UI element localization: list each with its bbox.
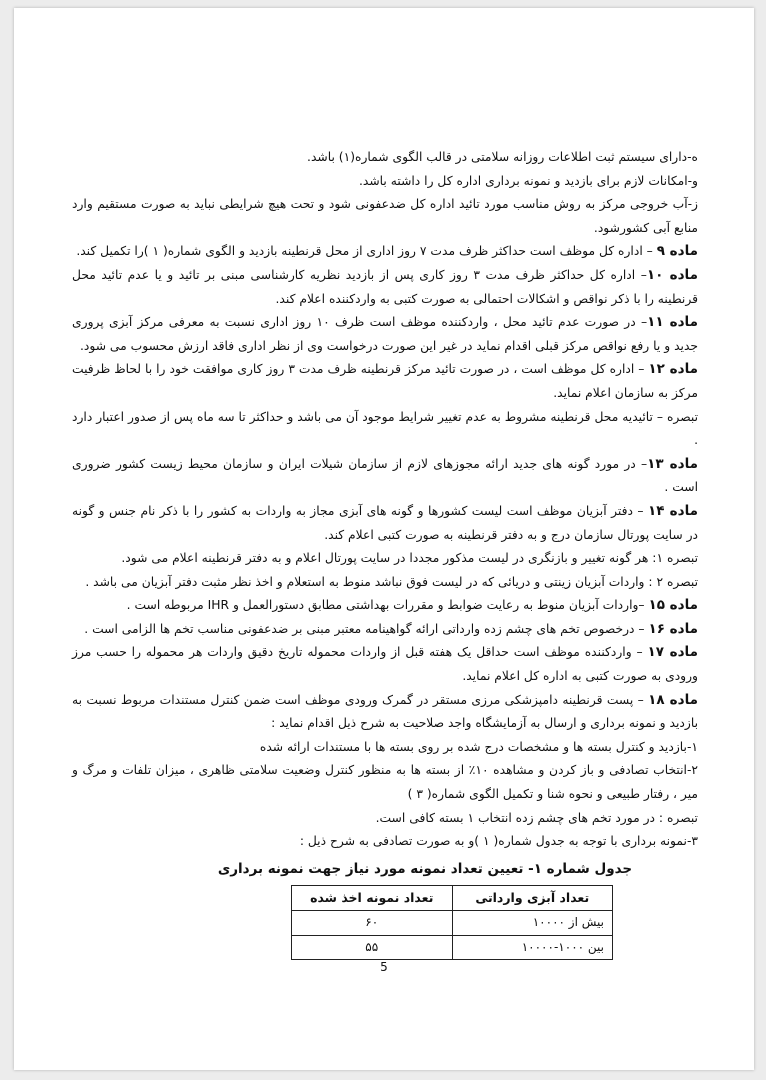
paragraph-text: –واردات آبزیان منوط به رعایت ضوابط و مقررات بهداشتی مطابق دستورالعمل و IHR مربوطه است .: [126, 598, 649, 613]
paragraph-text: ه-دارای سیستم ثبت اطلاعات روزانه سلامتی در قالب الگوی شماره(۱) باشد.: [307, 150, 698, 164]
paragraph: [72, 830, 698, 854]
table-title: جدول شماره ۱- تعیین تعداد نمونه مورد نیاز جهت نمونه برداری: [217, 860, 633, 877]
article-label: ماده ۱۱: [647, 314, 698, 331]
paragraph: [72, 146, 698, 170]
paragraph: [72, 453, 698, 500]
paragraph-list: [72, 146, 698, 854]
document-page: [14, 8, 754, 1070]
paragraph: [72, 547, 698, 571]
paragraph-text: تبصره – تائیدیه محل قرنطینه مشروط به عدم تغییر شرایط موجود آن می باشد و حداکثر تا سه ماه پس از صدور اعتبار دارد .: [72, 409, 698, 448]
paragraph: [72, 193, 698, 240]
paragraph-text: تبصره ۲ : واردات آبزیان زینتی و دریائی که در لیست فوق نباشد منوط به استعلام و اخذ نظر مثبت دفتر آبزیان می باشد .: [85, 574, 698, 589]
paragraph: [72, 594, 698, 618]
article-label: ماده ۱۷: [647, 644, 698, 661]
article-label: ماده ۱۸: [648, 691, 698, 708]
paragraph: [72, 736, 698, 760]
paragraph-text: – در مورد گونه های جدید ارائه مجوزهای لازم از سازمان شیلات ایران و سازمان محیط زیست کشور ضروری است .: [72, 456, 698, 495]
paragraph: [72, 358, 698, 405]
article-label: ماده ۱۰: [646, 266, 698, 283]
table-header-row: [292, 886, 613, 911]
paragraph-text: – درخصوص تخم های چشم زده وارداتی ارائه گواهینامه معتبر مبنی بر ضدعفونی مناسب تخم ها الزامی است .: [84, 621, 649, 636]
table-header-cell: تعداد آبزی وارداتی: [452, 886, 613, 911]
table-cell: بیش از ۱۰۰۰۰: [452, 911, 613, 936]
paragraph-text: تبصره ۱: هر گونه تغییر و بازنگری در لیست مذکور مجددا در سایت پورتال اعلام و به دفتر قرنطینه اعلام می شود.: [121, 551, 698, 566]
paragraph-text: – دفتر آبزیان موظف است لیست کشورها و گونه های آبزی مجاز به واردات به کشور را با ذکر نام جنس و گونه در سایت پورتال سازمان درج و به دفتر قرنطینه به صورت کتبی اعلام کند.: [72, 503, 698, 542]
paragraph-text: – اداره کل موظف است حداکثر ظرف مدت ۷ روز اداری از محل قرنطینه بازدید و الگوی شماره( ۱ )را تکمیل کند.: [76, 244, 657, 259]
paragraph-text: – اداره کل حداکثر ظرف مدت ۳ روز کاری پس از بازدید نظریه کارشناسی مبنی بر تائید و یا عدم تائید محل قرنطینه را با ذکر نواقص و اشکالات احتمالی به صورت کتبی به واردکننده اعلام کند.: [72, 267, 698, 306]
paragraph-text: – پست قرنطینه دامپزشکی مرزی مستقر در گمرک ورودی موظف است ضمن کنترل مستندات مربوط نسبت به بازدید و نمونه برداری و ارسال به آزمایشگاه واجد صلاحیت به شرح ذیل اقدام نماید :: [72, 692, 698, 731]
paragraph-text: – در صورت عدم تائید محل ، واردکننده موظف است ظرف ۱۰ روز اداری نسبت به معرفی مرکز آبزی پروری جدید و یا رفع نواقص مرکز قبلی اقدام نماید در غیر این صورت درخواست وی از نظر اداری فاقد ارزش محسوب می شود.: [72, 315, 698, 353]
paragraph: [72, 170, 698, 194]
article-label: ماده ۱۶: [648, 620, 698, 637]
article-label: ماده ۱۲: [648, 361, 698, 378]
paragraph: [72, 618, 698, 642]
table-row: [292, 911, 613, 936]
table-cell: بین ۱۰۰۰-۱۰۰۰۰: [452, 935, 613, 960]
paragraph-text: – اداره کل موظف است ، در صورت تائید مرکز قرنطینه ظرف مدت ۳ روز کاری موافقت خود را با لحاظ ظرفیت مرکز به سازمان اعلام نماید.: [72, 362, 698, 400]
paragraph-text: ۳-نمونه برداری با توجه به جدول شماره( ۱ )و به صورت تصادفی به شرح ذیل :: [299, 834, 698, 849]
article-label: ماده ۱۵: [648, 597, 698, 614]
paragraph: [72, 311, 698, 358]
table-row: [292, 935, 613, 960]
paragraph-text: و-امکانات لازم برای بازدید و نمونه برداری اداره کل را داشته باشد.: [359, 173, 698, 188]
page-number: 5: [380, 960, 388, 974]
table-cell: ۵۵: [292, 935, 453, 960]
table-cell: ۶۰: [292, 911, 453, 936]
document-body: [72, 146, 698, 960]
paragraph: [72, 406, 698, 453]
article-label: ماده ۱۴: [647, 502, 698, 519]
paragraph: [72, 641, 698, 688]
article-label: ماده ۹: [656, 243, 698, 260]
paragraph: [72, 571, 698, 595]
paragraph-text: ۱-بازدید و کنترل بسته ها و مشخصات درج شده بر روی بسته ها با مستندات ارائه شده: [259, 739, 698, 754]
paragraph-text: تبصره : در مورد تخم های چشم زده انتخاب ۱ بسته کافی است.: [375, 810, 698, 825]
paragraph: [72, 500, 698, 547]
paragraph-text: ۲-انتخاب تصادفی و باز کردن و مشاهده ۱۰٪ از بسته ها به منظور کنترل وضعیت سلامتی ظاهری ، میزان تلفات و مرگ و میر ، رفتار طبیعی و نحوه شنا و تکمیل الگوی شماره( ۳ ): [72, 763, 698, 802]
paragraph: [72, 807, 698, 831]
paragraph: [72, 240, 698, 264]
sample-table: [291, 885, 613, 960]
paragraph: [72, 264, 698, 311]
paragraph-text: – واردکننده موظف است حداقل یک هفته قبل از واردات محموله تاریخ دقیق واردات هر محموله را حسب مرز ورودی به صورت کتبی به اداره کل اعلام نماید.: [72, 645, 698, 684]
paragraph: [72, 759, 698, 806]
paragraph: [72, 689, 698, 736]
table-header-cell: تعداد نمونه اخذ شده: [292, 886, 453, 911]
paragraph-text: ز-آب خروجی مرکز به روش مناسب مورد تائید اداره کل ضدعفونی شود و تحت هیچ شرایطی نباید به صورت مستقیم وارد منابع آبی کشورشود.: [72, 197, 698, 235]
article-label: ماده ۱۳: [647, 455, 698, 472]
